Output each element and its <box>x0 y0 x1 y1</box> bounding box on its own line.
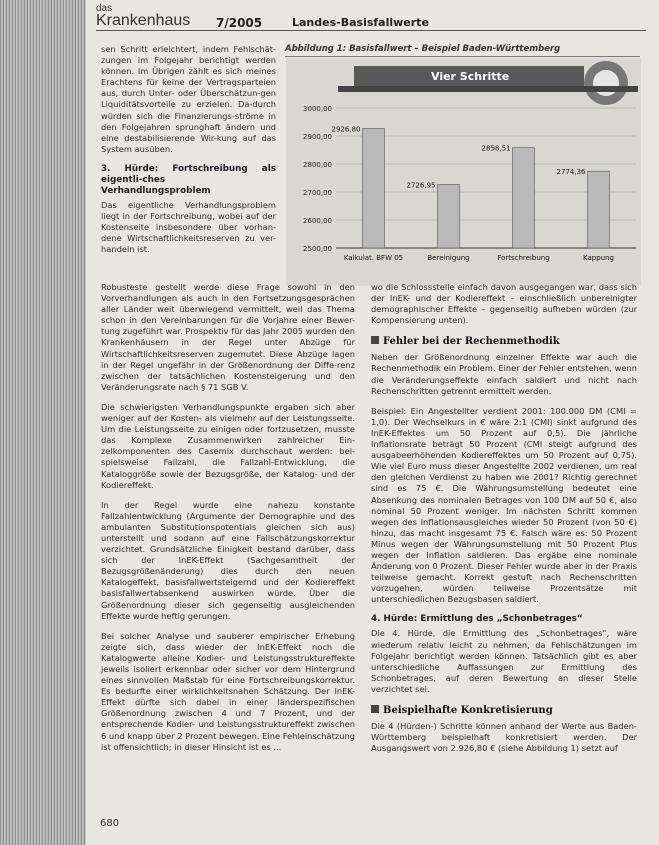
rubric-title: Landes-Basisfallwerte <box>292 16 429 29</box>
data-label: 2726,95 <box>406 181 436 190</box>
data-label: 2774,36 <box>556 168 586 177</box>
y-tick-label: 3000,00 <box>303 105 332 113</box>
heading-square-icon <box>371 336 379 344</box>
section-heading: 4. Hürde: Ermittlung des „Schonbetrages“ <box>371 614 583 625</box>
chart-title: Vier Schritte <box>431 70 510 83</box>
x-tick-label: Bereinigung <box>427 254 470 262</box>
column-left-body <box>101 282 355 762</box>
paragraph: sen Schritt erleichtert, indem Fehlschät-zungen im Folgejahr berichtigt werden können. Im Übrigen zählt es sich meines Erachtens für keine der Vertragsparteien aus, durch Unter- oder Überschätzun-gen Liquiditätsvorteile zu erzielen. Da-durch würden sich die Finanzierungs-ströme in den Folgejahren sprunghaft ändern und eine destabilisierende Wir-kung auf das System ausüben. <box>101 44 276 154</box>
bar <box>588 171 610 248</box>
section-heading: Beispielhafte Konkretisierung <box>371 704 637 717</box>
section-heading: 3. Hürde: Fortschreibung als eigentli-ches Verhandlungsproblem <box>101 163 276 196</box>
x-tick-label: Fortschreibung <box>497 254 550 262</box>
paragraph: Beispiel: Ein Angestellter verdient 2001: 100.000 DM (CMI = 1,0). Der Wechselkurs in € wäre 2:1 (CMI) sinkt aufgrund des InEK-Effektes um 50 Prozent auf 0,5). Die jährliche Inflationsrate beträgt 50 Prozent (CMI steigt aufgrund des ausgabeerhöhenden Kodiereffektes um 50 Prozent auf 0,75). Wie viel Euro muss dieser Angestellte 2002 verdienen, um real den gleichen Verdienst zu haben wie 2001? Richtig gerechnet sind es 75 €. Die Währungsumstellung bedeutet eine Absenkung des nominalen Betrages von 100 DM auf 50 €, also nominal 50 Prozent weniger. Im nächsten Schritt kommen wegen des Inflationsausgleiches wieder 50 Prozent (von 50 €) hinzu, das macht insgesamt 75 €. Falsch wäre es: 50 Prozent Minus wegen der Währungsumstellung mit 50 Prozent Plus wegen der Inflation saldieren. Das ergäbe eine nominale Änderung von 0 Prozent. Dieser Fehler wurde aber in der Praxis teilweise gemacht. Korrekt gestuft nach Rechenschritten vorzugehen, würden teilweise Prozentsätze mit unterschiedlichen Bezugsbasen saldiert. <box>371 405 637 605</box>
column-right-body <box>371 282 637 763</box>
y-tick-label: 2700,00 <box>303 189 332 197</box>
y-tick-label: 2500,00 <box>303 245 332 253</box>
bar <box>438 184 460 248</box>
paragraph: wo die Schlossstelle einfach davon ausgegangen war, dass sich der InEK- und der Kodiereffekt – einschließlich unbereinigter demographischer Effekte – gegenseitig aufheben würden (zur Kompensierung unten). <box>371 282 637 326</box>
paragraph: Das eigentliche Verhandlungsproblem liegt in der Fortschreibung, wobei auf der Kostenseite insbesondere über vorhan-dene Wirtschaftlichkeitsreserven zu ver-handeln ist. <box>101 199 276 255</box>
paragraph: In der Regel wurde eine nahezu konstante Fallzahlentwicklung (Argumente der Demographie und des ambulanten Substitutionspotentials gleichen sich aus) unterstellt und sodann auf eine Fallschätzungskorrektur verzichtet. Grundsätzliche Einigkeit bestand darüber, dass sich der InEK-Effekt (Sachgesamtheit der Bezugsgrößenänderung) dies durch den neuen Katalogeffekt, basisfallwertsteigernd und der Kodiereffekt basisfallwertabsenkend auswirken würde. Über die Größenordnung dieser sich gegenseitig ausgleichenden Effekte wurde heftig gerungen. <box>101 499 355 621</box>
section-heading: Fehler bei der Rechenmethodik <box>371 335 637 348</box>
paragraph: Robusteste gestellt werde diese Frage sowohl in den Vorverhandlungen als auch in den Fortsetzungsgesprächen aller Länder weit überwiegend vermittelt, weil das Thema schon in den Vereinbarungen für die Vorjahre einer Bewer-tung zugeführt war. Prospektiv für das Jahr 2005 wurden den Krankenhäusern in der Regel unter Abzüge für Wirtschaftlichkeitsreserven zugemutet. Diese Abzüge lagen in der Regel ungefähr in der Größenordnung der Diffe-renz zwischen der tatsächlichen Kostensteigerung und den Veränderungsrate nach § 71 SGB V. <box>101 282 355 392</box>
data-label: 2858,51 <box>481 144 511 153</box>
x-tick-label: Kappung <box>583 254 614 262</box>
bar-chart <box>286 58 641 286</box>
decor-circle-inner <box>593 70 619 96</box>
running-header <box>96 4 646 31</box>
figure-caption: Abbildung 1: Basisfallwert – Beispiel Baden-Württemberg <box>285 44 640 57</box>
paragraph: Die schwierigsten Verhandlungspunkte ergaben sich aber weniger auf der Kosten- als vielmehr auf der Leistungsseite. Um die Leistungsseite zu einigen oder fortzusetzen, musste das Komplexe Zusammenwirken zahlreicher Ein-zelkomponenten des Casemix durchschaut werden: bei-spielsweise Fallzahl, die Fallzahl-Entwicklung, die Kataloggröße sowie der Bezugsgröße, der Katalog- und der Kodiereffekt. <box>101 401 355 490</box>
y-tick-label: 2800,00 <box>303 161 332 169</box>
journal-logo: das Krankenhaus <box>96 3 191 29</box>
paragraph: Die 4 (Hürden-) Schritte können anhand der Werte aus Baden-Württemberg beispielhaft konkretisiert werden. Der Ausgangswert von 2.926,80 € (siehe Abbildung 1) setzt auf <box>371 721 637 754</box>
x-tick-label: Kalkulat. BFW 05 <box>343 254 404 262</box>
data-label: 2926,80 <box>331 125 361 134</box>
paragraph: Neben der Größenordnung einzelner Effekte war auch die Rechenmethodik ein Problem. Einer der Fehler entstehen, wenn die Veränderungseffekte einfach saldiert und nicht nach Rechenschritten getrennt ermittelt werden. <box>371 352 637 396</box>
heading-square-icon <box>371 705 379 713</box>
bar <box>513 148 535 248</box>
issue-number: 7/2005 <box>216 16 263 30</box>
bar <box>363 128 385 248</box>
y-tick-label: 2600,00 <box>303 217 332 225</box>
banner-bar <box>338 86 638 92</box>
column-left-top <box>101 44 276 264</box>
paragraph: Bei solcher Analyse und sauberer empirischer Erhebung zeigte sich, dass wieder der InEK-Effekt noch die Katalogwerte alleine Kodier- und Leistungsstruktureffekte jeweils isoliert erkennbar oder sicher vor dem Hintergrund eines sinnvollen Maßstab für eine Fortschreibungskorrektur. Es bedurfte einer wirklichkeitsnahen Schätzung. Der InEK-Effekt dürfte sich dabei in einer länderspezifischen Größenordnung zwischen 4 und 7 Prozent, und der entsprechende Kodier- und Leistungsstruktureffekt zwischen 6 und knapp über 2 Prozent bewegen. Eine Fehleinschätzung ist offensichtlich; in dieser Hinsicht ist es ... <box>101 630 356 752</box>
y-tick-label: 2900,00 <box>303 133 332 141</box>
page-number: 680 <box>100 818 120 829</box>
paragraph: Die 4. Hürde, die Ermittlung des „Schonbetrages“, wäre wiederum relativ leicht zu nehmen, da Fehlschätzungen im Folgejahr berichtigt werden können. Tatsächlich gibt es aber unterschiedliche Auffassungen zur Ermittlung des Schonbetrages, auf deren Bewertung an dieser Stelle verzichtet sei. <box>371 628 637 694</box>
page-stack-edge <box>0 0 86 845</box>
